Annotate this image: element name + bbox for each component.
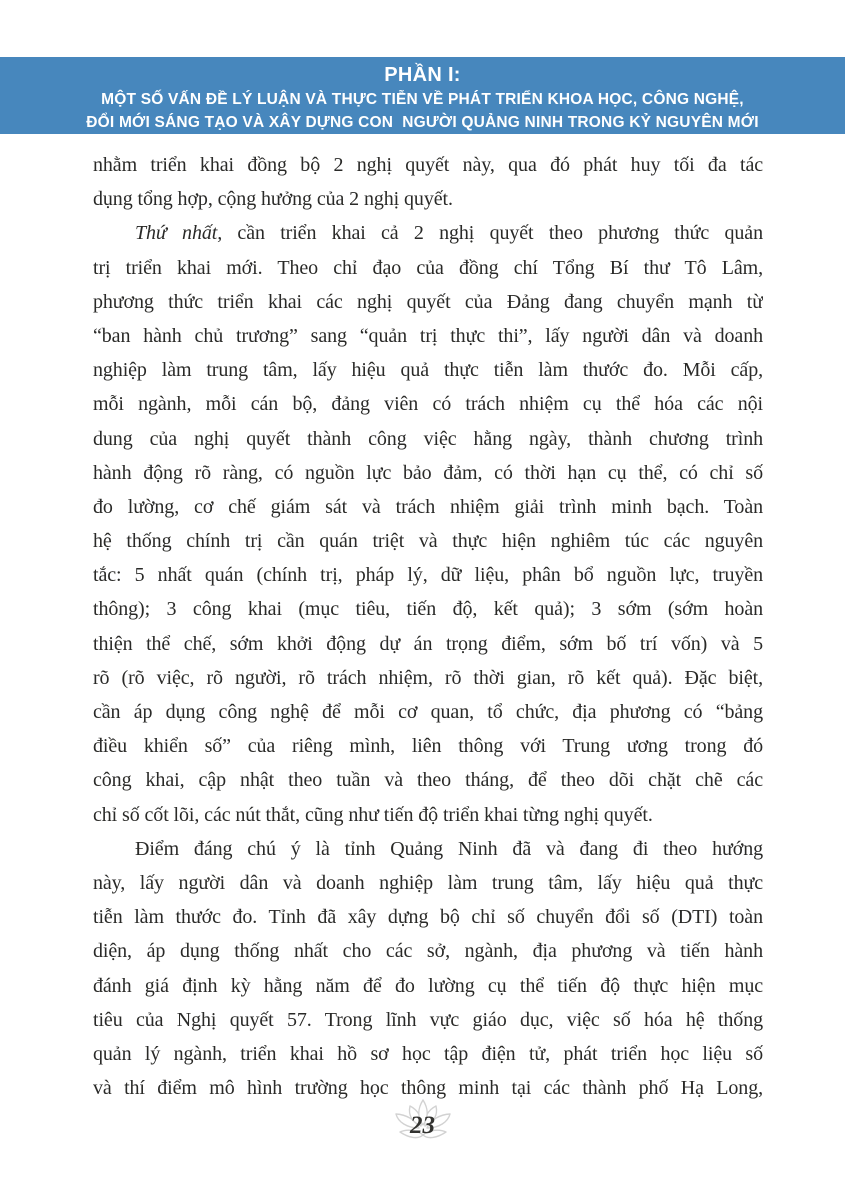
text-line: đo lường, cơ chế giám sát và trách nhiệm giải trình minh bạch. Toàn — [93, 495, 763, 518]
text-line-rest: cần triển khai cả 2 nghị quyết theo phương thức quản — [222, 222, 763, 245]
page-number-ornament — [390, 1098, 456, 1146]
text-line: dung của nghị quyết thành công việc hằng ngày, thành chương trình — [93, 427, 763, 450]
chapter-subtitle-line2: ĐỔI MỚI SÁNG TẠO VÀ XÂY DỰNG CON NGƯỜI QUẢNG NINH TRONG KỶ NGUYÊN MỚI — [86, 114, 759, 131]
text-line: cần áp dụng công nghệ để mỗi cơ quan, tổ chức, địa phương có “bảng — [93, 701, 763, 723]
chapter-banner — [0, 57, 845, 134]
text-line: công khai, cập nhật theo tuần và theo tháng, để theo dõi chặt chẽ các — [93, 769, 763, 792]
text-line: mỗi ngành, mỗi cán bộ, đảng viên có trách nhiệm cụ thể hóa các nội — [93, 393, 763, 416]
text-line: Điểm đáng chú ý là tỉnh Quảng Ninh đã và đang đi theo hướng — [135, 837, 763, 860]
text-line: diện, áp dụng thống nhất cho các sở, ngành, địa phương và tiến hành — [93, 940, 763, 963]
text-line: phương thức triển khai các nghị quyết của Đảng đang chuyển mạnh từ — [93, 290, 763, 313]
text-line — [93, 216, 763, 250]
italic-lead-phrase: Thứ nhất, — [135, 222, 223, 245]
text-line: hệ thống chính trị cần quán triệt và thực hiện nghiêm túc các nguyên — [93, 530, 763, 553]
text-line: trị triển khai mới. Theo chỉ đạo của đồng chí Tổng Bí thư Tô Lâm, — [93, 256, 763, 279]
text-line: dụng tổng hợp, cộng hưởng của 2 nghị quyết. — [93, 188, 453, 211]
text-line: và thí điểm mô hình trường học thông minh tại các thành phố Hạ Long, — [93, 1077, 763, 1100]
text-line: hành động rõ ràng, có nguồn lực bảo đảm, có thời hạn cụ thể, có chỉ số — [93, 461, 763, 484]
text-line: đánh giá định kỳ hằng năm để đo lường cụ thể tiến độ thực hiện mục — [93, 974, 763, 997]
text-line: “ban hành chủ trương” sang “quản trị thực thi”, lấy người dân và doanh — [93, 324, 763, 347]
text-line: tắc: 5 nhất quán (chính trị, pháp lý, dữ liệu, phân bổ nguồn lực, truyền — [93, 564, 763, 587]
chapter-subtitle-line1: MỘT SỐ VẤN ĐỀ LÝ LUẬN VÀ THỰC TIỄN VỀ PHÁT TRIỂN KHOA HỌC, CÔNG NGHỆ, — [101, 91, 744, 108]
text-line: quản lý ngành, triển khai hồ sơ học tập điện tử, phát triển học liệu số — [93, 1042, 763, 1065]
page-footer — [0, 1098, 845, 1151]
text-line: nghiệp làm trung tâm, lấy hiệu quả thực tiễn làm thước đo. Mỗi cấp, — [93, 359, 763, 382]
text-line: rõ (rõ việc, rõ người, rõ trách nhiệm, rõ thời gian, rõ kết quả). Đặc biệt, — [93, 666, 763, 689]
chapter-part-label: PHẦN I: — [384, 64, 461, 86]
text-line: chỉ số cốt lõi, các nút thắt, cũng như tiến độ triển khai từng nghị quyết. — [93, 803, 653, 826]
page-number: 23 — [410, 1112, 435, 1139]
text-line: thiện thể chế, sớm khởi động dự án trọng điểm, sớm bố trí vốn) và 5 — [93, 632, 763, 655]
text-line: điều khiển số” của riêng mình, liên thông với Trung ương trong đó — [93, 735, 763, 758]
text-line: thông); 3 công khai (mục tiêu, tiến độ, kết quả); 3 sớm (sớm hoàn — [93, 598, 763, 621]
text-line: tiêu của Nghị quyết 57. Trong lĩnh vực giáo dục, việc số hóa hệ thống — [93, 1008, 763, 1031]
text-line: này, lấy người dân và doanh nghiệp làm trung tâm, lấy hiệu quả thực — [93, 871, 763, 894]
text-line: tiễn làm thước đo. Tỉnh đã xây dựng bộ chỉ số chuyển đổi số (DTI) toàn — [93, 906, 763, 929]
text-line: nhằm triển khai đồng bộ 2 nghị quyết này, qua đó phát huy tối đa tác — [93, 154, 763, 176]
page-body — [93, 148, 763, 1105]
